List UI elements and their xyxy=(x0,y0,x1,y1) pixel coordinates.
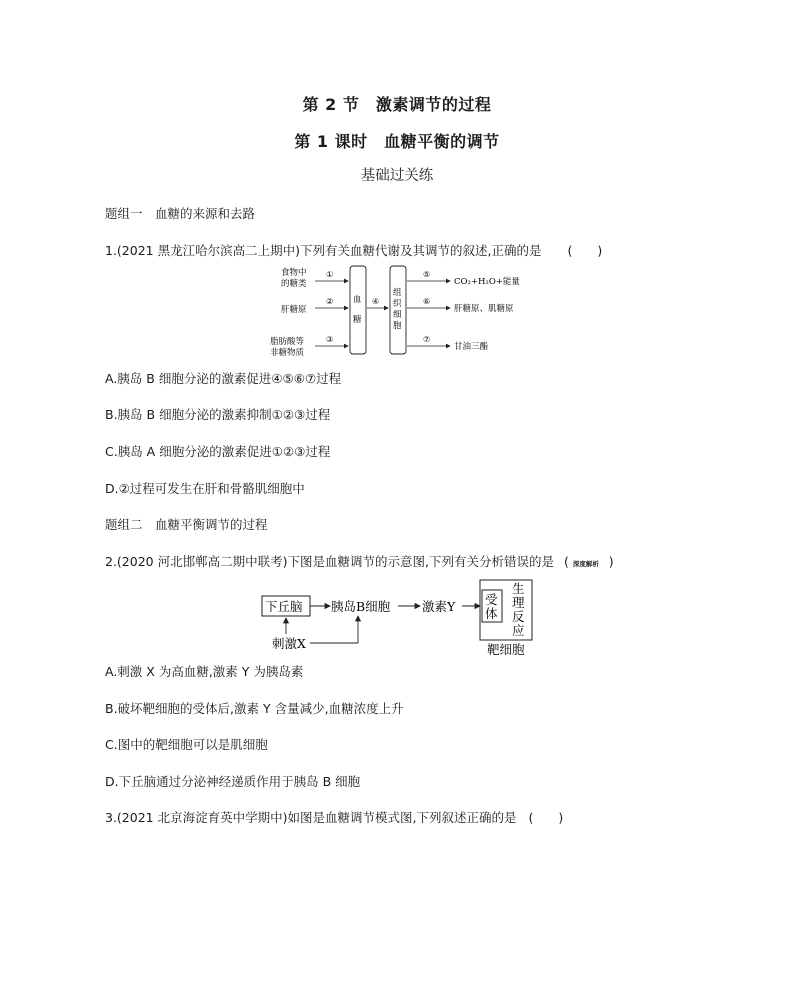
q1-stem xyxy=(105,241,602,259)
q1-out-5: CO₂+H₂O+能量 xyxy=(454,277,520,287)
q1-num-5: ⑤ xyxy=(423,270,431,279)
q2-receptor-char2: 体 xyxy=(485,606,498,621)
group2-heading: 题组二 血糖平衡调节的过程 xyxy=(105,517,268,532)
q3-answer-paren: ( ) xyxy=(528,810,564,825)
q1-blood-char2: 糖 xyxy=(353,315,362,325)
group1-heading: 题组一 血糖的来源和去路 xyxy=(105,206,256,221)
q1-option-d: D.②过程可发生在肝和骨骼肌细胞中 xyxy=(105,481,305,496)
practice-label: 基础过关练 xyxy=(360,168,434,184)
q1-num-1: ① xyxy=(326,270,334,279)
q1-src2: 肝糖原 xyxy=(281,305,307,315)
q2-response-char2: 理 xyxy=(512,595,525,610)
q2-stem xyxy=(105,552,614,570)
q1-blood-char1: 血 xyxy=(353,295,362,305)
q1-stem-text: 1.(2021 黑龙江哈尔滨高二上期中)下列有关血糖代谢及其调节的叙述,正确的是 xyxy=(105,243,542,258)
q1-src3-line2: 非糖物质 xyxy=(270,348,305,358)
section-title: 第 2 节 激素调节的过程 xyxy=(302,95,492,114)
q2-stem-text: 2.(2020 河北邯郸高二期中联考)下图是血糖调节的示意图,下列有关分析错误的是 xyxy=(105,554,554,569)
q2-islet-label: 胰岛B细胞 xyxy=(331,599,391,614)
q2-option-a: A.刺激 X 为高血糖,激素 Y 为胰岛素 xyxy=(105,664,304,679)
q2-hypothalamus-label: 下丘脑 xyxy=(265,599,303,614)
lesson-title: 第 1 课时 血糖平衡的调节 xyxy=(294,132,500,151)
q1-answer-paren: ( ) xyxy=(567,243,603,258)
q1-option-c: C.胰岛 A 细胞分泌的激素促进①②③过程 xyxy=(105,444,331,459)
q1-cell-char4: 胞 xyxy=(393,321,402,331)
q1-out-6: 肝糖原、肌糖原 xyxy=(454,304,514,314)
q2-target-label: 靶细胞 xyxy=(487,642,525,656)
q3-stem xyxy=(105,808,563,826)
q1-src1-line1: 食物中 xyxy=(281,268,307,278)
q1-option-a: A.胰岛 B 细胞分泌的激素促进④⑤⑥⑦过程 xyxy=(105,371,342,386)
q3-stem-text: 3.(2021 北京海淀育英中学期中)如图是血糖调节模式图,下列叙述正确的是 xyxy=(105,810,517,825)
q2-receptor-char1: 受 xyxy=(485,592,498,607)
q1-num-7: ⑦ xyxy=(423,335,431,344)
q1-num-4: ④ xyxy=(372,297,380,306)
q2-option-d: D.下丘脑通过分泌神经递质作用于胰岛 B 细胞 xyxy=(105,774,361,789)
q2-response-char3: 反 xyxy=(512,609,525,624)
q1-src3-line1: 脂肪酸等 xyxy=(270,337,305,347)
q1-out-7: 甘油三酯 xyxy=(454,342,489,352)
q1-num-6: ⑥ xyxy=(423,297,431,306)
q2-paren-open: ( xyxy=(563,554,569,569)
q2-response-char1: 生 xyxy=(512,581,525,596)
q2-paren-close: ) xyxy=(608,554,614,569)
q1-src1-line2: 的糖类 xyxy=(281,279,307,289)
q1-cell-char1: 组 xyxy=(393,288,402,298)
q1-blood-sugar-box xyxy=(350,266,366,354)
q1-cell-char3: 细 xyxy=(393,310,402,320)
q1-option-b: B.胰岛 B 细胞分泌的激素抑制①②③过程 xyxy=(105,407,331,422)
q1-num-3: ③ xyxy=(326,335,334,344)
q2-stimulus-label: 刺激X xyxy=(272,636,306,651)
q2-hormone-label: 激素Y xyxy=(422,599,456,614)
q2-response-char4: 应 xyxy=(512,623,525,638)
q1-num-2: ② xyxy=(326,297,334,306)
q1-cell-char2: 织 xyxy=(393,299,402,309)
q2-analysis-tag: 深度解析 xyxy=(572,560,599,568)
q2-option-b: B.破坏靶细胞的受体后,激素 Y 含量减少,血糖浓度上升 xyxy=(105,701,404,716)
q2-option-c: C.图中的靶细胞可以是肌细胞 xyxy=(105,737,268,752)
q1-diagram xyxy=(260,262,560,362)
q2-diagram xyxy=(258,576,548,656)
